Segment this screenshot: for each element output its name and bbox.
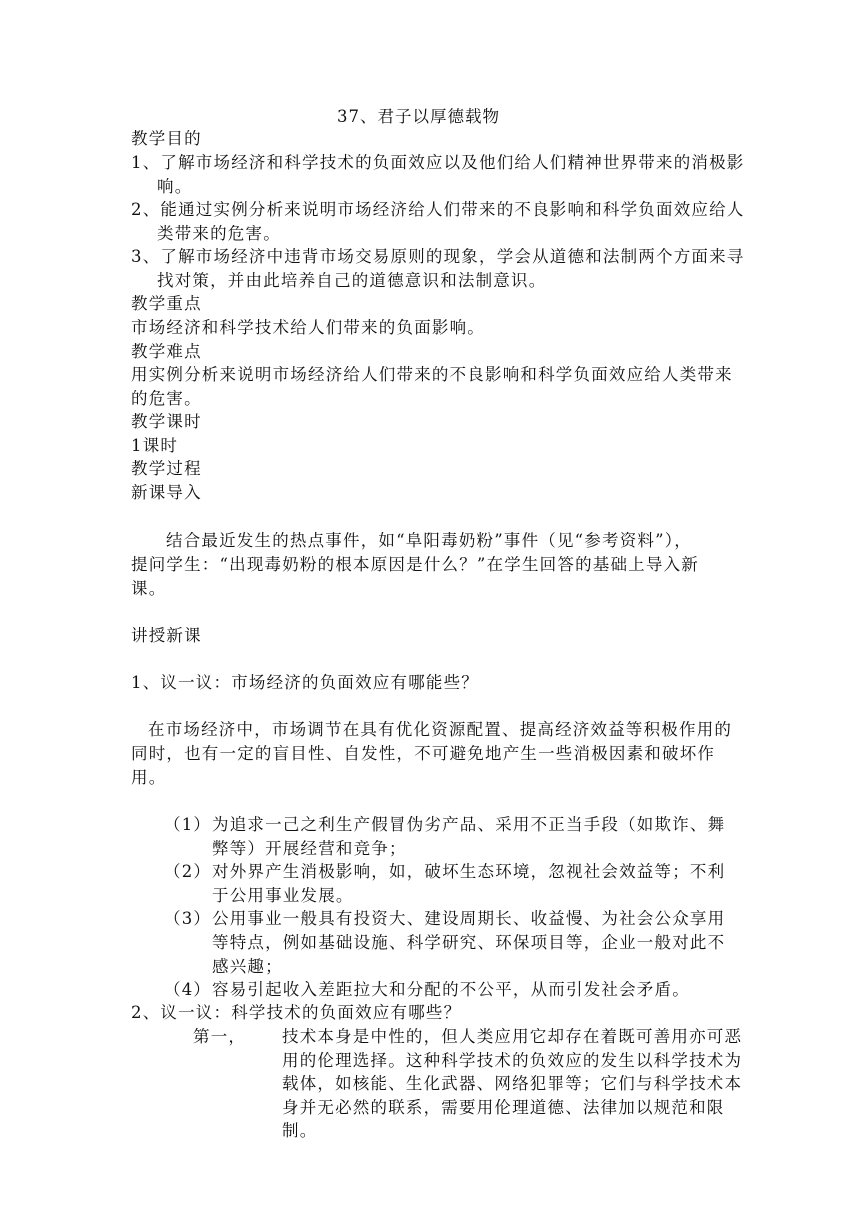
key-points-heading: 教学重点 — [131, 294, 202, 313]
hours-text: 1课时 — [131, 436, 179, 455]
list-item-line: 容易引起收入差距拉大和分配的不公平，从而引发社会矛盾。 — [212, 980, 690, 999]
question-2: 2、议一议：科学技术的负面效应有哪些？ — [131, 1003, 462, 1022]
process-heading: 教学过程 — [131, 459, 202, 478]
q1-paragraph-line: 用。 — [131, 768, 167, 787]
q1-paragraph-line: 同时，也有一定的盲目性、自发性，不可避免地产生一些消极因素和破坏作 — [131, 744, 716, 763]
first-point-line: 技术本身是中性的，但人类应用它却存在着既可善用亦可恶 — [282, 1027, 743, 1046]
page-title: 37、君子以厚德载物 — [337, 107, 500, 126]
objective-2-line: 类带来的危害。 — [157, 224, 281, 243]
list-item-line: 公用事业一般具有投资大、建设周期长、收益慢、为社会公众享用 — [212, 909, 726, 928]
first-point-line: 制。 — [282, 1121, 318, 1140]
objective-1-line: 响。 — [157, 177, 193, 196]
list-item-line: 弊等）开展经营和竞争； — [212, 839, 407, 858]
first-point-line: 用的伦理选择。这种科学技术的负效应的发生以科学技术为 — [282, 1051, 743, 1070]
difficulty-line: 用实例分析来说明市场经济给人们带来的不良影响和科学负面效应给人类带来 — [131, 365, 733, 384]
objective-3-line: 找对策，并由此培养自己的道德意识和法制意识。 — [157, 271, 547, 290]
intro-paragraph-line: 提问学生：“出现毒奶粉的根本原因是什么？”在学生回答的基础上导入新 — [131, 555, 699, 574]
objective-3-line: 3、了解市场经济中违背市场交易原则的现象，学会从道德和法制两个方面来寻 — [131, 247, 745, 266]
key-points-text: 市场经济和科学技术给人们带来的负面影响。 — [131, 318, 485, 337]
q1-paragraph-line: 在市场经济中，市场调节在具有优化资源配置、提高经济效益等积极作用的 — [148, 720, 733, 739]
list-item-number: （3） — [164, 909, 212, 928]
list-item-number: （4） — [164, 980, 212, 999]
list-item-line: 于公用事业发展。 — [212, 886, 354, 905]
list-item-line: 为追求一己之利生产假冒伪劣产品、采用不正当手段（如欺诈、舞 — [212, 815, 726, 834]
first-point-line: 载体，如核能、生化武器、网络犯罪等；它们与科学技术本 — [282, 1074, 743, 1093]
hours-heading: 教学课时 — [131, 412, 202, 431]
list-item-line: 对外界产生消极影响，如，破坏生态环境，忽视社会效益等；不利 — [212, 862, 726, 881]
list-item-line: 等特点，例如基础设施、科学研究、环保项目等，企业一般对此不 — [212, 933, 726, 952]
first-label: 第一， — [193, 1027, 247, 1046]
list-item-number: （2） — [164, 862, 212, 881]
intro-heading: 新课导入 — [131, 483, 202, 502]
difficulty-heading: 教学难点 — [131, 342, 202, 361]
list-item-line: 感兴趣； — [212, 957, 283, 976]
intro-paragraph-line: 结合最近发生的热点事件，如“阜阳毒奶粉”事件（见“参考资料”）， — [166, 531, 692, 550]
list-item-number: （1） — [164, 815, 212, 834]
objective-1-line: 1、了解市场经济和科学技术的负面效应以及他们给人们精神世界带来的消极影 — [131, 153, 745, 172]
difficulty-line: 的危害。 — [131, 389, 202, 408]
objectives-heading: 教学目的 — [131, 129, 202, 148]
question-1: 1、议一议：市场经济的负面效应有哪能些？ — [131, 673, 479, 692]
intro-paragraph-line: 课。 — [131, 579, 167, 598]
objective-2-line: 2、能通过实例分析来说明市场经济给人们带来的不良影响和科学负面效应给人 — [131, 200, 745, 219]
first-point-line: 身并无必然的联系，需要用伦理道德、法律加以规范和限 — [282, 1098, 725, 1117]
teach-heading: 讲授新课 — [131, 626, 202, 645]
